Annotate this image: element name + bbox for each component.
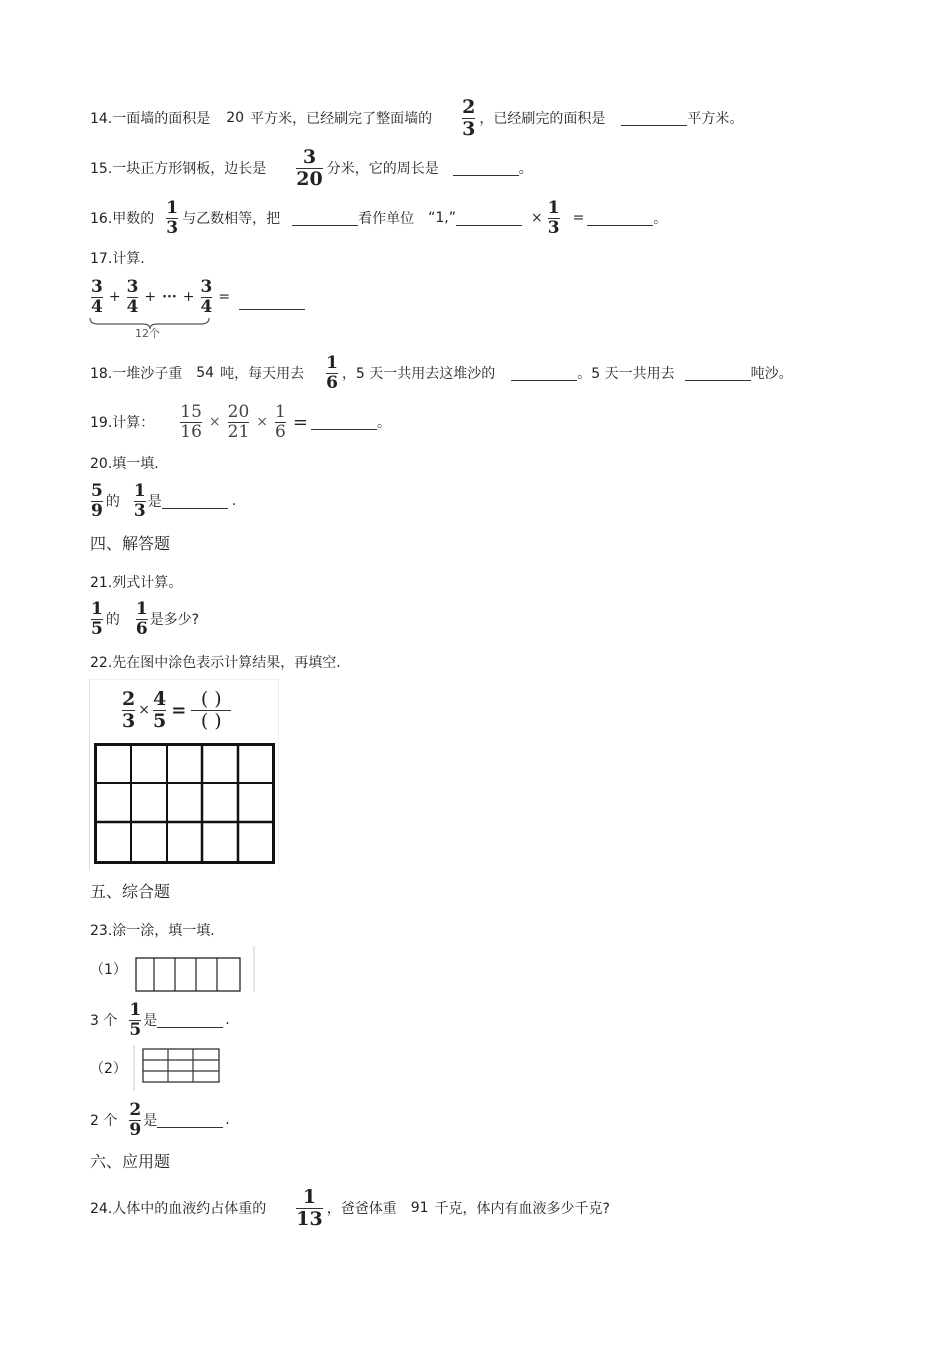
ellipsis: ···: [162, 289, 177, 305]
section-heading-6: [90, 1149, 170, 1171]
q20-title: 20.填一填.: [90, 456, 159, 472]
fraction-one-sixth: $\frac{1}{6}$: [275, 401, 286, 442]
q17-expression: [88, 278, 308, 340]
grid-3x5[interactable]: [94, 743, 276, 865]
equals-sign: =: [171, 699, 187, 721]
answer-blank[interactable]: [511, 366, 577, 381]
question-15: [90, 145, 533, 190]
question-21-body: [88, 600, 199, 638]
q16-text2: 与乙数相等，把: [182, 211, 281, 227]
q16-end: 。: [653, 211, 668, 227]
fraction-two-ninths: $\frac{2}{9}$: [129, 1099, 142, 1140]
q18-text1: 18.一堆沙子重: [90, 366, 183, 382]
question-18: [90, 352, 793, 393]
answer-fraction-blank[interactable]: $\frac{( )}{( )}$: [191, 690, 231, 731]
fraction-three-fourths: $\frac{3}{4}$: [200, 276, 213, 317]
plus-sign: +: [108, 289, 121, 305]
q18-text2: 吨，每天用去: [220, 366, 305, 382]
section-6-title: 六、应用题: [90, 1151, 171, 1171]
fraction-three-twentieths: $\frac{3}{20}$: [296, 145, 323, 190]
section-heading-5: [90, 879, 170, 901]
answer-blank[interactable]: [157, 1113, 223, 1128]
fraction-three-fourths: $\frac{3}{4}$: [91, 276, 103, 317]
fraction-one-fifth: $\frac{1}{5}$: [129, 999, 142, 1040]
plus-sign: +: [182, 289, 195, 305]
q18-text3: ，5 天一共用去这堆沙的: [341, 366, 496, 382]
times-sign: ×: [256, 414, 269, 430]
question-17-title: [90, 248, 145, 268]
q23-part2-label: （2）: [90, 1061, 127, 1077]
q20-de: 的: [105, 494, 120, 510]
q23-shi: 是: [143, 1013, 158, 1029]
equals-sign: =: [572, 210, 585, 226]
q21-end: 是多少?: [149, 612, 200, 628]
fraction-one-third: $\frac{1}{3}$: [133, 480, 146, 521]
answer-blank[interactable]: [292, 211, 358, 226]
rectangle-ninths[interactable]: [133, 1045, 223, 1091]
answer-blank[interactable]: [162, 494, 228, 509]
q18-weight: 54: [196, 365, 215, 381]
q18-text5: 吨沙。: [750, 366, 793, 382]
q23-title: 23.涂一涂，填一填.: [90, 923, 215, 939]
fraction-one-sixth: $\frac{1}{6}$: [326, 352, 338, 393]
question-24: [90, 1185, 610, 1230]
fraction-one-fifth: $\frac{1}{5}$: [91, 598, 103, 639]
question-19: [90, 401, 391, 442]
q15-text1: 15.一块正方形钢板，边长是: [90, 161, 267, 177]
q21-title: 21.列式计算。: [90, 575, 183, 591]
question-23-title: [90, 920, 215, 940]
section-heading-4: [90, 531, 170, 553]
q14-text1: 14.一面墙的面积是: [90, 111, 211, 127]
q16-text4: “1,”: [428, 210, 456, 226]
question-16: [90, 197, 668, 238]
fraction-two-thirds: $\frac{2}{3}$: [462, 95, 476, 140]
q24-text3: 千克，体内有血液多少千克?: [434, 1201, 610, 1217]
q24-weight: 91: [410, 1200, 429, 1216]
fraction-four-fifths: $\frac{4}{5}$: [152, 687, 167, 732]
answer-blank[interactable]: [157, 1013, 223, 1028]
q23-part1: [90, 946, 255, 992]
section-4-title: 四、解答题: [90, 533, 171, 553]
brace-label: 12个: [135, 327, 160, 340]
fraction-fifteen-sixteenths: $\frac{15}{16}$: [180, 401, 202, 442]
q23-part2: [90, 1045, 223, 1091]
q19-text1: 19.计算：: [90, 415, 155, 431]
question-20-body: [88, 482, 236, 520]
q23-part1-label: （1）: [90, 962, 127, 978]
question-20-title: [90, 453, 159, 473]
q14-text3: ，已经刷完的面积是: [479, 111, 606, 127]
fraction-five-ninths: $\frac{5}{9}$: [91, 480, 103, 521]
equals-sign: =: [292, 411, 308, 433]
rectangle-fifths[interactable]: [133, 946, 255, 992]
q16-text1: 16.甲数的: [90, 211, 155, 227]
plus-sign: +: [144, 289, 157, 305]
q21-de: 的: [105, 612, 120, 628]
q23-line1-prefix: 3 个: [90, 1013, 118, 1029]
question-21-title: [90, 572, 182, 592]
fraction-twenty-twentyfirsts: $\frac{20}{21}$: [227, 401, 250, 442]
times-sign: ×: [138, 702, 150, 718]
q14-text4: 平方米。: [687, 111, 744, 127]
q20-end: .: [231, 493, 237, 509]
answer-blank[interactable]: [587, 211, 653, 226]
answer-blank[interactable]: [685, 366, 751, 381]
times-sign: ×: [208, 414, 221, 430]
answer-blank[interactable]: [453, 161, 519, 176]
q24-text2: ，爸爸体重: [326, 1201, 397, 1217]
shading-grid[interactable]: [94, 743, 276, 869]
fraction-one-sixth: $\frac{1}{6}$: [135, 598, 148, 639]
fraction-one-third: $\frac{1}{3}$: [166, 197, 179, 238]
q23-end: .: [225, 1112, 230, 1128]
q22-title: 22.先在图中涂色表示计算结果，再填空.: [90, 655, 341, 671]
q24-text1: 24.人体中的血液约占体重的: [90, 1201, 267, 1217]
fraction-two-thirds: $\frac{2}{3}$: [122, 687, 136, 732]
section-5-title: 五、综合题: [90, 881, 171, 901]
q15-text2: 分米，它的周长是: [326, 161, 439, 177]
fraction-one-third: $\frac{1}{3}$: [547, 197, 560, 238]
q23-part2-answer: [90, 1100, 230, 1140]
q23-shi: 是: [143, 1113, 158, 1129]
q14-text2: 平方米，已经刷完了整面墙的: [250, 111, 433, 127]
q20-shi: 是: [147, 494, 162, 510]
q18-text4: 。5 天一共用去: [577, 366, 675, 382]
q22-figure: [89, 679, 279, 870]
q14-area-value: 20: [226, 110, 245, 126]
q23-end: .: [225, 1012, 230, 1028]
times-sign: ×: [530, 210, 543, 226]
fraction-one-thirteenth: $\frac{1}{13}$: [296, 1185, 323, 1230]
answer-blank[interactable]: [456, 211, 522, 226]
q22-equation: [120, 684, 233, 736]
q23-part1-answer: [90, 1000, 230, 1040]
answer-blank[interactable]: [239, 285, 305, 310]
answer-blank[interactable]: [621, 111, 687, 126]
question-14: [90, 95, 744, 140]
q23-line2-prefix: 2 个: [90, 1113, 118, 1129]
fraction-three-fourths: $\frac{3}{4}$: [126, 276, 139, 317]
q15-text3: 。: [518, 161, 533, 177]
answer-blank[interactable]: [311, 415, 377, 430]
q16-text3: 看作单位: [358, 211, 415, 227]
question-22-title: [90, 652, 341, 672]
q17-title: 17.计算.: [90, 251, 145, 267]
q19-end: 。: [376, 415, 391, 431]
equals-sign: =: [218, 289, 231, 305]
